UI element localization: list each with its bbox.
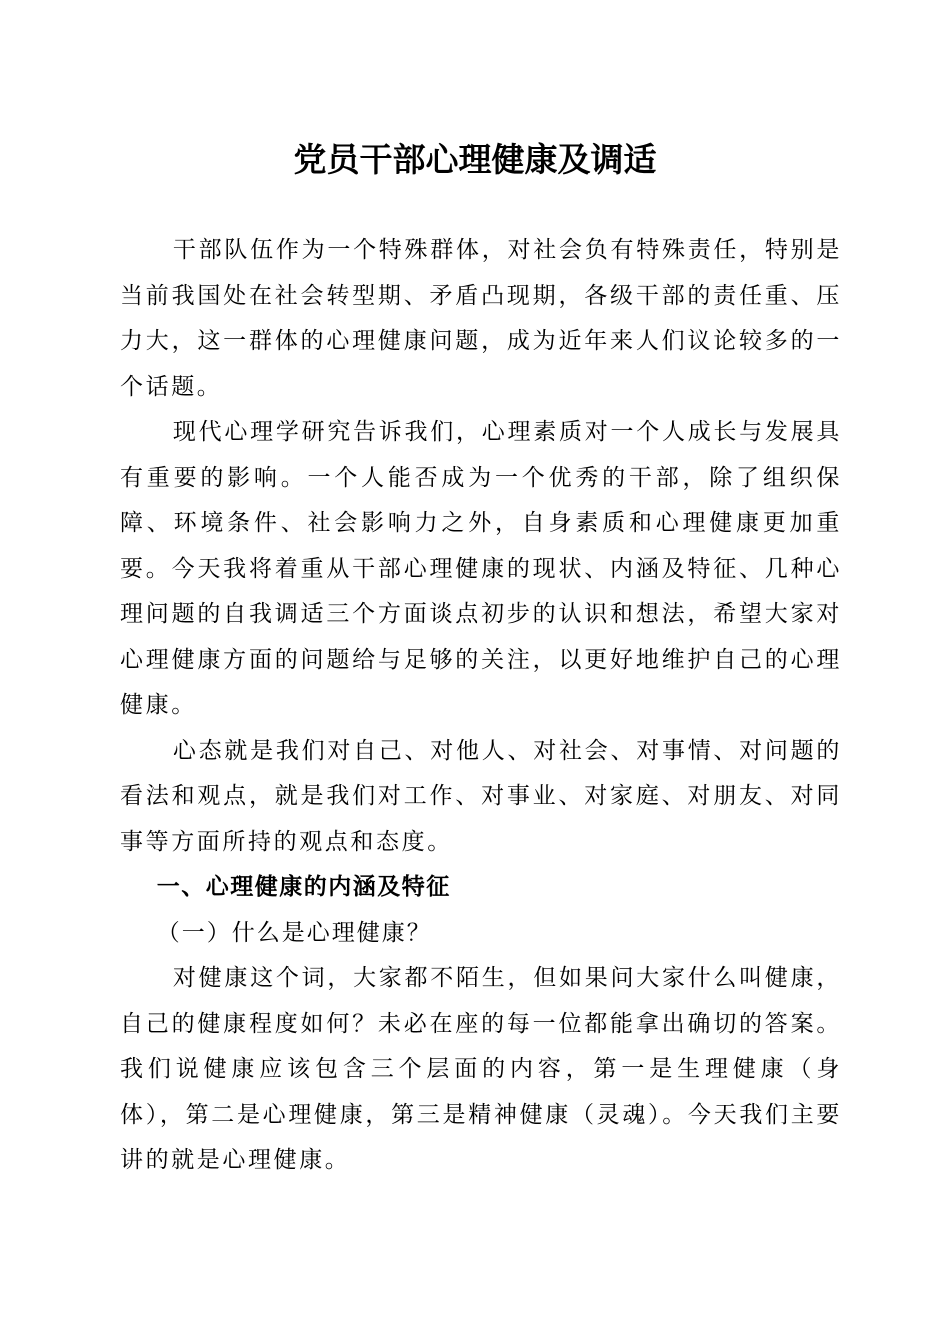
- subsection-heading: （一）什么是心理健康？: [156, 919, 432, 946]
- paragraph-psychology: 现代心理学研究告诉我们，心理素质对一个人成长与发展具有重要的影响。一个人能否成为一个优秀的干部，除了组织保障、环境条件、社会影响力之外，自身素质和心理健康更加重要。今天我将着重从干部心理健康的现状、内涵及特征、几种心理问题的自我调适三个方面谈点初步的认识和想法，希望大家对心理健康方面的问题给与足够的关注，以更好地维护自己的心理健康。: [120, 419, 842, 718]
- document-body: [120, 228, 842, 1184]
- document-title: 党员干部心理健康及调适: [293, 140, 657, 179]
- paragraph-health: 对健康这个词，大家都不陌生，但如果问大家什么叫健康，自己的健康程度如何？未必在座的每一位都能拿出确切的答案。我们说健康应该包含三个层面的内容，第一是生理健康（身体），第二是心理健康，第三是精神健康（灵魂）。今天我们主要讲的就是心理健康。: [120, 965, 842, 1173]
- paragraph-mindset: 心态就是我们对自己、对他人、对社会、对事情、对问题的看法和观点，就是我们对工作、对事业、对家庭、对朋友、对同事等方面所持的观点和态度。: [120, 737, 842, 855]
- paragraph-intro: 干部队伍作为一个特殊群体，对社会负有特殊责任，特别是当前我国处在社会转型期、矛盾凸现期，各级干部的责任重、压力大，这一群体的心理健康问题，成为近年来人们议论较多的一个话题。: [120, 237, 842, 400]
- section-heading: 一、心理健康的内涵及特征: [156, 874, 451, 900]
